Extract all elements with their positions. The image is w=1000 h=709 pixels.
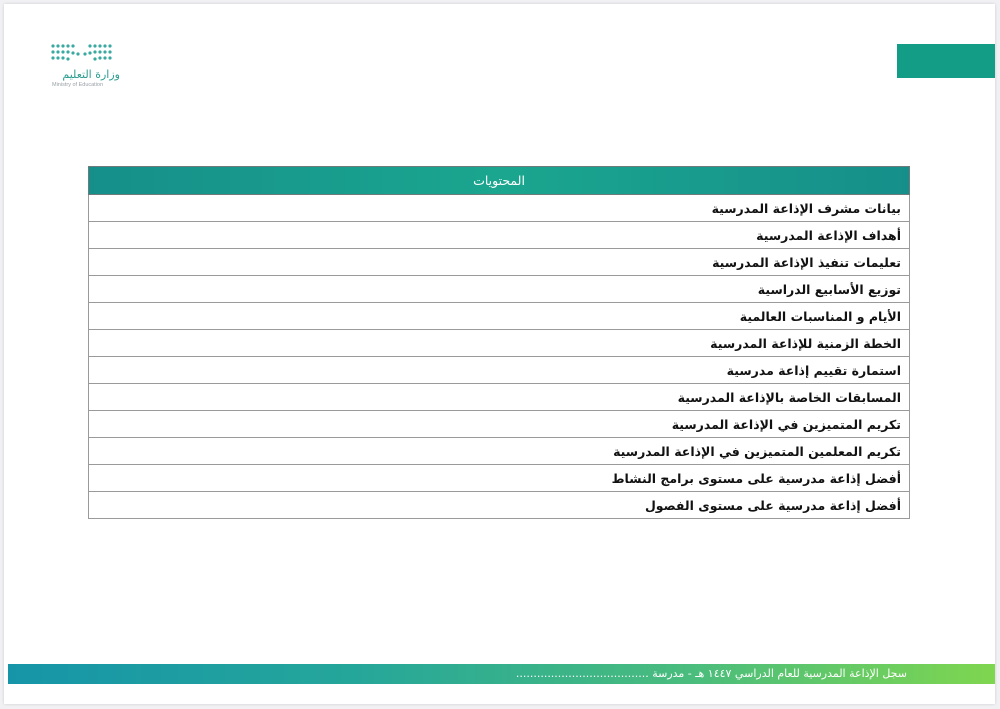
table-cell: الأيام و المناسبات العالمية [89, 303, 910, 330]
contents-table-header: المحتويات [89, 167, 910, 195]
table-cell: تكريم المعلمين المتميزين في الإذاعة المدرسية [89, 438, 910, 465]
table-row [89, 249, 910, 276]
ministry-logo [50, 42, 130, 94]
table-cell: المسابقات الخاصة بالإذاعة المدرسية [89, 384, 910, 411]
logo-english-text: Ministry of Education [52, 82, 104, 88]
table-row [89, 303, 910, 330]
table-cell: أهداف الإذاعة المدرسية [89, 222, 910, 249]
table-row [89, 438, 910, 465]
table-row [89, 411, 910, 438]
table-row [89, 492, 910, 519]
table-row [89, 276, 910, 303]
footer-text: سجل الإذاعة المدرسية للعام الدراسي ١٤٤٧ هـ - مدرسة ...................................... [515, 667, 907, 680]
header-accent-bar [897, 44, 995, 78]
table-row [89, 357, 910, 384]
table-cell: بيانات مشرف الإذاعة المدرسية [89, 195, 910, 222]
table-row [89, 195, 910, 222]
table-cell: تعليمات تنفيذ الإذاعة المدرسية [89, 249, 910, 276]
table-cell: توزيع الأسابيع الدراسية [89, 276, 910, 303]
footer-bar [8, 664, 995, 684]
logo-dots-icon [50, 42, 114, 64]
table-row [89, 465, 910, 492]
table-row [89, 222, 910, 249]
logo-arabic-text: وزارة التعليم [62, 68, 120, 81]
table-cell: أفضل إذاعة مدرسية على مستوى الفصول [89, 492, 910, 519]
table-cell: أفضل إذاعة مدرسية على مستوى برامج النشاط [89, 465, 910, 492]
table-cell: تكريم المتميزين في الإذاعة المدرسية [89, 411, 910, 438]
table-cell: الخطة الزمنية للإذاعة المدرسية [89, 330, 910, 357]
table-cell: استمارة تقييم إذاعة مدرسية [89, 357, 910, 384]
document-page [4, 4, 995, 704]
contents-table [88, 166, 910, 519]
table-row [89, 384, 910, 411]
table-row [89, 330, 910, 357]
